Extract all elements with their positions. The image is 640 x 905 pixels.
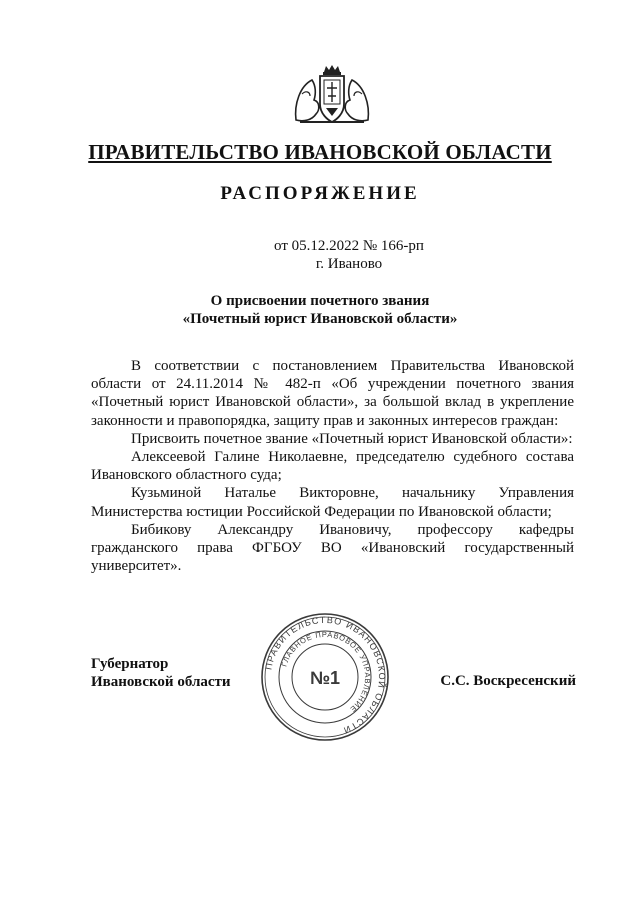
signatory-position xyxy=(91,655,231,691)
document-body xyxy=(91,357,574,575)
signatory-name: С.С. Воскресенский xyxy=(440,673,576,689)
subject-line-2: «Почетный юрист Ивановской области» xyxy=(182,311,458,327)
city: г. Иваново xyxy=(315,256,383,272)
document-subject xyxy=(0,292,640,328)
paragraph: Присвоить почетное звание «Почетный юрист Ивановской области»: xyxy=(131,430,573,447)
document-type-title: РАСПОРЯЖЕНИЕ xyxy=(220,183,420,204)
seal-number: №1 xyxy=(309,668,341,688)
seal-outer-text: ПРАВИТЕЛЬСТВО ИВАНОВСКОЙ ОБЛАСТИ xyxy=(263,614,388,736)
paragraph: Алексеевой Галине Николаевне, председателю судебного состава Ивановского областного суда; xyxy=(91,449,574,484)
position-line-2: Ивановской области xyxy=(91,674,231,690)
seal-inner-text: ГЛАВНОЕ ПРАВОВОЕ УПРАВЛЕНИЕ xyxy=(279,629,373,715)
paragraph: В соответствии с постановлением Правительства Ивановской области от 24.11.2014 № 482-п «Об учреждении почетного звания «Почетный юрист Ивановской области», за большой вклад в укрепление законности и правопорядка, защиту прав и законных интересов граждан: xyxy=(91,358,574,429)
position-line-1: Губернатор xyxy=(91,656,169,672)
date-number: от 05.12.2022 № 166-рп xyxy=(274,238,424,254)
paragraph: Кузьминой Наталье Викторовне, начальнику Управления Министерства юстиции Российской Федерации по Ивановской области; xyxy=(91,485,574,520)
coat-of-arms-icon xyxy=(290,64,374,126)
official-seal-icon xyxy=(260,612,390,742)
subject-line-1: О присвоении почетного звания xyxy=(210,293,430,309)
document-meta xyxy=(0,237,640,273)
paragraph: Бибикову Александру Ивановичу, профессору кафедры гражданского права ФГБОУ ВО «Ивановский государственный университет». xyxy=(91,521,574,575)
government-title: ПРАВИТЕЛЬСТВО ИВАНОВСКОЙ ОБЛАСТИ xyxy=(88,140,552,164)
